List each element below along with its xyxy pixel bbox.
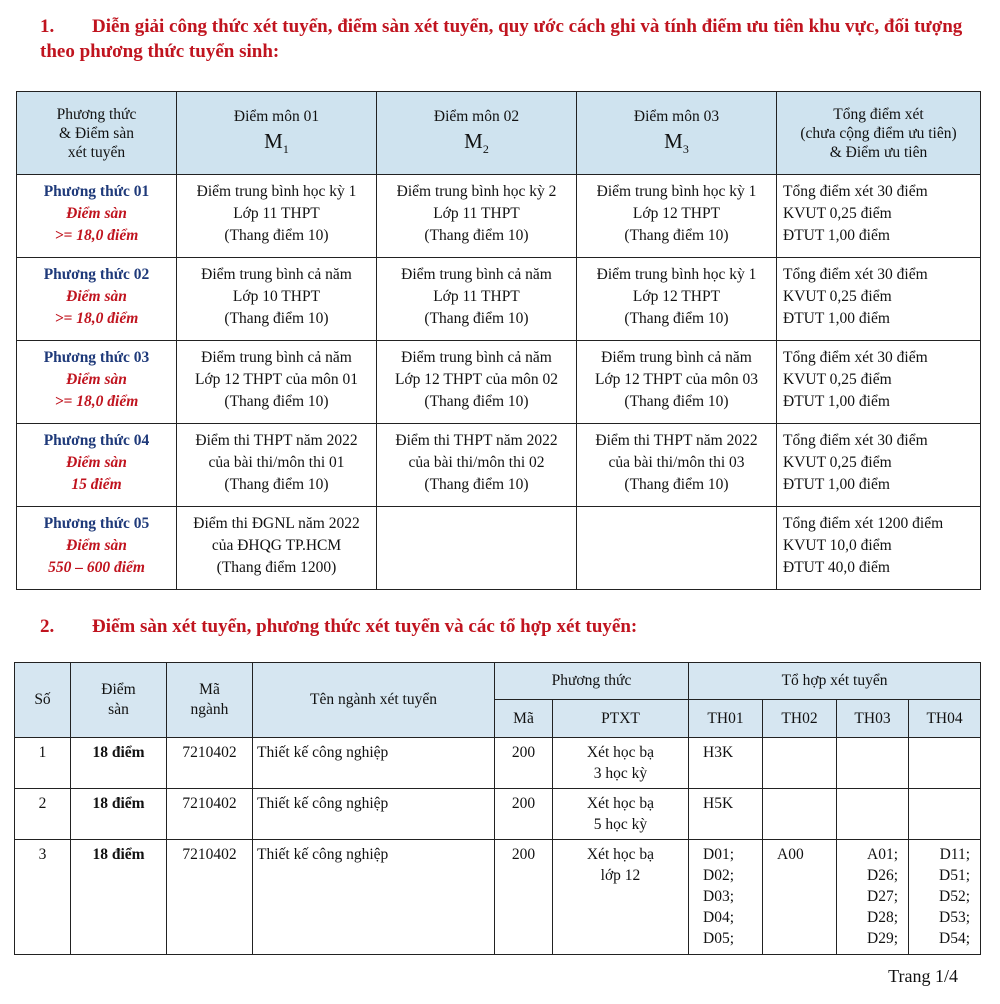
combo-th02-cell: A00: [763, 840, 837, 955]
row-method-ptxt: Xét học bạ 3 học kỳ: [553, 738, 689, 789]
floor-value: >= 18,0 điểm: [54, 393, 139, 410]
subject-3-cell: [577, 507, 777, 590]
table-row: [15, 840, 981, 955]
header-to-hop: Tổ hợp xét tuyển: [689, 663, 981, 700]
row-major-code: 7210402: [167, 789, 253, 840]
method-name: Phương thức 01: [43, 183, 150, 200]
combo-th04-cell: D11; D51; D52; D53; D54;: [909, 840, 981, 955]
method-name: Phương thức 05: [43, 515, 150, 532]
method-cell: [17, 341, 177, 424]
total-priority-cell: Tổng điểm xét 30 điểm KVUT 0,25 điểm ĐTUT 1,00 điểm: [777, 341, 981, 424]
subject-1-cell: Điểm trung bình học kỳ 1 Lớp 11 THPT (Thang điểm 10): [177, 175, 377, 258]
combo-th04-cell: [909, 738, 981, 789]
header-ptxt: PTXT: [553, 700, 689, 738]
floor-label: Điểm sàn: [66, 205, 127, 222]
subject-1-cell: Điểm thi THPT năm 2022 của bài thi/môn thi 01 (Thang điểm 10): [177, 424, 377, 507]
method-row: [17, 258, 981, 341]
table1-header-row: [17, 92, 981, 175]
method-cell: [17, 258, 177, 341]
row-major-code: 7210402: [167, 738, 253, 789]
subject-2-cell: Điểm trung bình cả năm Lớp 12 THPT của môn 02 (Thang điểm 10): [377, 341, 577, 424]
header-th03: TH03: [837, 700, 909, 738]
floor-label: Điểm sàn: [66, 288, 127, 305]
admission-methods-table: [16, 91, 981, 590]
row-major-name: Thiết kế công nghiệp: [253, 738, 495, 789]
header-ma-nganh: Mã ngành: [167, 663, 253, 738]
row-number: 3: [15, 840, 71, 955]
row-major-name: Thiết kế công nghiệp: [253, 840, 495, 955]
method-cell: [17, 507, 177, 590]
header-diem-san: Điểm sàn: [71, 663, 167, 738]
header-method-floor: Phương thức & Điểm sàn xét tuyển: [17, 92, 177, 175]
row-floor-score: 18 điểm: [71, 840, 167, 955]
subject-3-cell: Điểm trung bình học kỳ 1 Lớp 12 THPT (Thang điểm 10): [577, 175, 777, 258]
header-total-priority: Tổng điểm xét (chưa cộng điểm ưu tiên) & Điểm ưu tiên: [777, 92, 981, 175]
combo-th02-cell: [763, 789, 837, 840]
floor-label: Điểm sàn: [66, 454, 127, 471]
subject-3-cell: Điểm thi THPT năm 2022 của bài thi/môn thi 03 (Thang điểm 10): [577, 424, 777, 507]
row-number: 1: [15, 738, 71, 789]
method-row: [17, 424, 981, 507]
method-row: [17, 175, 981, 258]
row-method-code: 200: [495, 789, 553, 840]
subject-3-cell: Điểm trung bình học kỳ 1 Lớp 12 THPT (Thang điểm 10): [577, 258, 777, 341]
header-th01: TH01: [689, 700, 763, 738]
subject-1-cell: Điểm trung bình cả năm Lớp 12 THPT của môn 01 (Thang điểm 10): [177, 341, 377, 424]
page-number: Trang 1/4: [888, 966, 958, 986]
floor-value: 550 – 600 điểm: [48, 559, 145, 576]
method-name: Phương thức 03: [43, 349, 150, 366]
method-name: Phương thức 04: [43, 432, 150, 449]
header-ma: Mã: [495, 700, 553, 738]
header-so: Số: [15, 663, 71, 738]
subject-1-cell: Điểm trung bình cả năm Lớp 10 THPT (Thang điểm 10): [177, 258, 377, 341]
header-phuong-thuc: Phương thức: [495, 663, 689, 700]
combo-th01-cell: H5K: [689, 789, 763, 840]
header-subject-3: Điểm môn 03 $M_3$: [577, 92, 777, 175]
subject-1-cell: Điểm thi ĐGNL năm 2022 của ĐHQG TP.HCM (Thang điểm 1200): [177, 507, 377, 590]
row-major-code: 7210402: [167, 840, 253, 955]
row-method-ptxt: Xét học bạ 5 học kỳ: [553, 789, 689, 840]
row-method-code: 200: [495, 840, 553, 955]
row-major-name: Thiết kế công nghiệp: [253, 789, 495, 840]
admission-majors-table: [14, 662, 981, 955]
subject-3-cell: Điểm trung bình cả năm Lớp 12 THPT của môn 03 (Thang điểm 10): [577, 341, 777, 424]
header-ten-nganh: Tên ngành xét tuyển: [253, 663, 495, 738]
floor-label: Điểm sàn: [66, 371, 127, 388]
row-floor-score: 18 điểm: [71, 789, 167, 840]
combo-th03-cell: [837, 738, 909, 789]
combo-th02-cell: [763, 738, 837, 789]
floor-value: >= 18,0 điểm: [54, 227, 139, 244]
combo-th01-cell: D01; D02; D03; D04; D05;: [689, 840, 763, 955]
total-priority-cell: Tổng điểm xét 30 điểm KVUT 0,25 điểm ĐTUT 1,00 điểm: [777, 258, 981, 341]
method-row: [17, 341, 981, 424]
method-row: [17, 507, 981, 590]
method-cell: [17, 424, 177, 507]
floor-value: 15 điểm: [71, 476, 122, 493]
subject-2-cell: Điểm trung bình học kỳ 2 Lớp 11 THPT (Thang điểm 10): [377, 175, 577, 258]
row-method-ptxt: Xét học bạ lớp 12: [553, 840, 689, 955]
header-subject-2: Điểm môn 02 $M_2$: [377, 92, 577, 175]
section-2-heading: [40, 614, 980, 639]
table-row: [15, 738, 981, 789]
table-row: [15, 789, 981, 840]
total-priority-cell: Tổng điểm xét 1200 điểm KVUT 10,0 điểm ĐTUT 40,0 điểm: [777, 507, 981, 590]
subject-2-cell: [377, 507, 577, 590]
total-priority-cell: Tổng điểm xét 30 điểm KVUT 0,25 điểm ĐTUT 1,00 điểm: [777, 424, 981, 507]
combo-th04-cell: [909, 789, 981, 840]
section-2-number: 2.: [40, 616, 55, 637]
method-cell: [17, 175, 177, 258]
section-1-heading: [40, 14, 980, 64]
row-method-code: 200: [495, 738, 553, 789]
subject-2-cell: Điểm thi THPT năm 2022 của bài thi/môn thi 02 (Thang điểm 10): [377, 424, 577, 507]
combo-th01-cell: H3K: [689, 738, 763, 789]
table2-header-row-1: [15, 663, 981, 700]
row-number: 2: [15, 789, 71, 840]
combo-th03-cell: [837, 789, 909, 840]
section-1-title: Diễn giải công thức xét tuyển, điểm sàn xét tuyển, quy ước cách ghi và tính điểm ưu tiên khu vực, đối tượng theo phương thức tuyển sinh:: [40, 16, 963, 62]
header-subject-1: Điểm môn 01 $M_1$: [177, 92, 377, 175]
header-th02: TH02: [763, 700, 837, 738]
combo-th03-cell: A01; D26; D27; D28; D29;: [837, 840, 909, 955]
method-name: Phương thức 02: [43, 266, 150, 283]
section-2-title: Điểm sàn xét tuyển, phương thức xét tuyển và các tổ hợp xét tuyển:: [92, 616, 638, 637]
subject-2-cell: Điểm trung bình cả năm Lớp 11 THPT (Thang điểm 10): [377, 258, 577, 341]
floor-label: Điểm sàn: [66, 537, 127, 554]
floor-value: >= 18,0 điểm: [54, 310, 139, 327]
row-floor-score: 18 điểm: [71, 738, 167, 789]
header-th04: TH04: [909, 700, 981, 738]
total-priority-cell: Tổng điểm xét 30 điểm KVUT 0,25 điểm ĐTUT 1,00 điểm: [777, 175, 981, 258]
section-1-number: 1.: [40, 16, 55, 37]
